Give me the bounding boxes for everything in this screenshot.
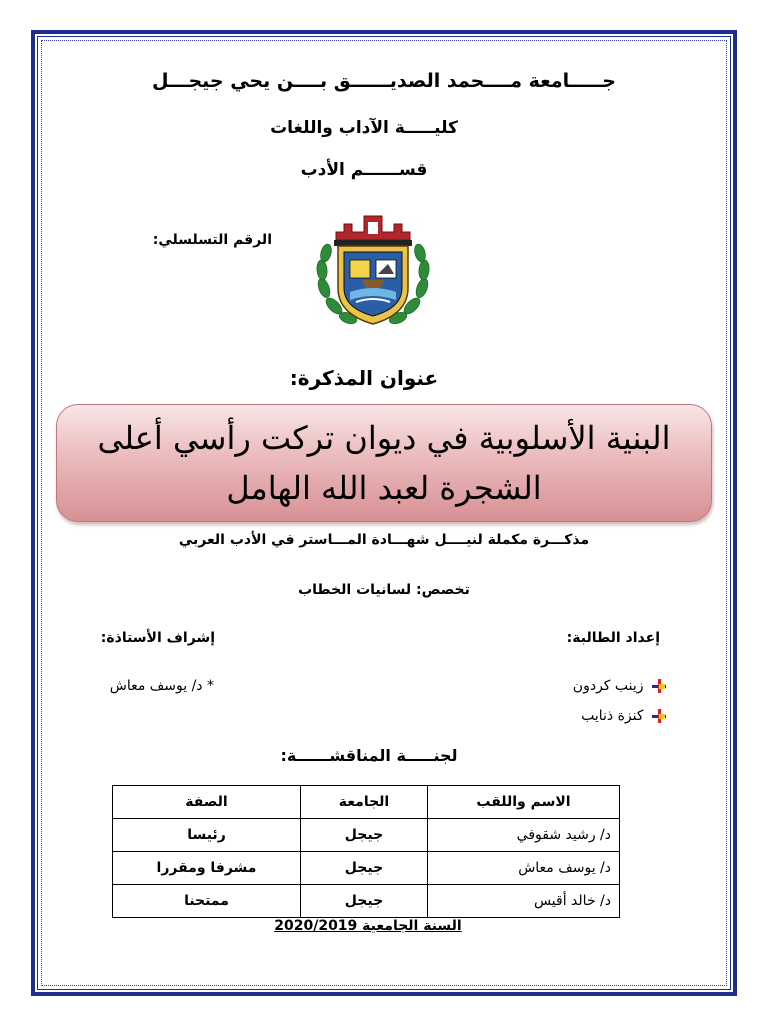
table-row: [113, 852, 620, 885]
student-name: زينب كردون: [572, 678, 644, 694]
memo-title-label: عنوان المذكرة:: [289, 366, 439, 390]
memo-title-box: [56, 404, 712, 522]
memo-title: البنية الأسلوبية في ديوان تركت رأسي أعلى الشجرة لعبد الله الهامل: [97, 419, 671, 507]
student-item: [500, 708, 666, 724]
specialty: تخصص: لسانيات الخطاب: [298, 582, 470, 598]
faculty-name: كليـــــة الآداب واللغات: [270, 118, 458, 138]
academic-year: [0, 918, 752, 934]
column-header-role: الصفة: [113, 786, 301, 819]
degree-line: مذكـــرة مكملة لنيــــل شهـــادة المـــاستر في الأدب العربي: [178, 532, 590, 548]
jury-member-role: مشرفا ومقررا: [113, 852, 301, 885]
column-header-name: الاسم واللقب: [428, 786, 620, 819]
jury-table: [112, 785, 620, 918]
jury-member-role: رئيسا: [113, 819, 301, 852]
university-logo: [310, 210, 436, 336]
column-header-university: الجامعة: [301, 786, 428, 819]
jury-member-university: جيجل: [301, 819, 428, 852]
table-row: [113, 885, 620, 918]
jury-member-university: جيجل: [301, 885, 428, 918]
jury-member-name: د/ خالد أقيس: [428, 885, 620, 918]
jury-member-university: جيجل: [301, 852, 428, 885]
department-name: قســــــم الأدب: [300, 160, 428, 180]
jury-member-name: د/ رشيد شقوفي: [428, 819, 620, 852]
student-item: [500, 678, 666, 694]
jury-title: لجنـــــة المناقشــــــة:: [280, 746, 458, 765]
table-row: [113, 819, 620, 852]
jury-member-role: ممتحنا: [113, 885, 301, 918]
supervisor-name: * د/ يوسف معاش: [109, 678, 214, 694]
university-name: جـــــامعة مــــحمد الصديــــــق بــــن يحي جيجـــل: [152, 70, 616, 92]
star-bullet-icon: [652, 679, 666, 693]
student-name: كنزة ذنايب: [581, 708, 644, 724]
jury-member-name: د/ يوسف معاش: [428, 852, 620, 885]
academic-year-text: السنة الجامعية 2020/2019: [274, 918, 462, 934]
table-header-row: [113, 786, 620, 819]
serial-number-label: الرقم التسلسلي:: [152, 232, 272, 248]
students-label: إعداد الطالبة:: [566, 630, 660, 646]
supervisor-label: إشراف الأستاذة:: [100, 630, 215, 646]
star-bullet-icon: [652, 709, 666, 723]
